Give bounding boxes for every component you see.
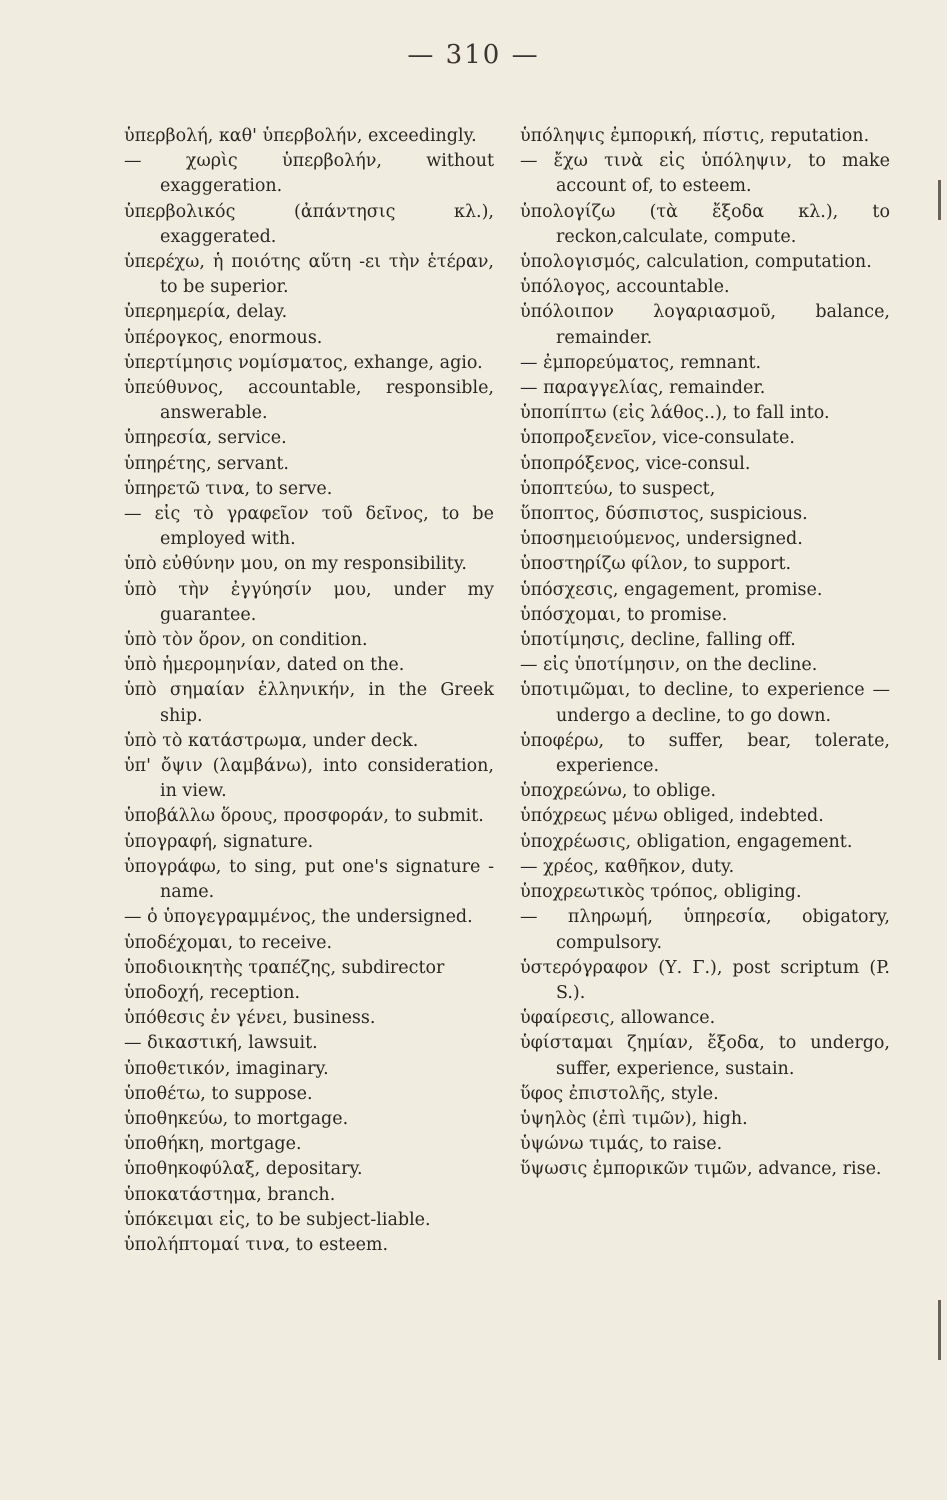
dictionary-entry: ὑπὸ σημαίαν ἑλληνικήν, in the Greek ship. bbox=[124, 680, 494, 726]
dictionary-entry: ὑπὸ ἡμερομηνίαν, dated on the. bbox=[124, 655, 405, 676]
dictionary-entry: ὑποχρέωσις, obligation, engagement. bbox=[520, 831, 853, 852]
dictionary-entry: ὑπὸ τὴν ἐγγύησίν μου, under my guarantee. bbox=[124, 579, 494, 625]
dictionary-entry: ὑπόσχεσις, engagement, promise. bbox=[520, 579, 823, 600]
dictionary-entry: ὑποσημειούμενος, undersigned. bbox=[520, 529, 803, 550]
dictionary-entry: — ἔχω τινὰ εἰς ὑπόληψιν, to make account of, to esteem. bbox=[520, 151, 890, 197]
dictionary-entry: ὑπολήπτομαί τινα, to esteem. bbox=[124, 1234, 389, 1255]
page-edge-mark bbox=[938, 1300, 941, 1360]
dictionary-entry: ὑποπρόξενος, vice-consul. bbox=[520, 453, 751, 474]
dictionary-entry: ὑπηρεσία, service. bbox=[124, 428, 287, 449]
dictionary-entry: ὑπέρογκος, enormous. bbox=[124, 327, 323, 348]
dictionary-entry: ὑποθέτω, to suppose. bbox=[124, 1083, 313, 1104]
right-column bbox=[520, 124, 890, 1183]
dictionary-entry: ὑπηρέτης, servant. bbox=[124, 453, 289, 474]
dictionary-entry: — ὁ ὑπογεγραμμένος, the undersigned. bbox=[124, 907, 473, 928]
dictionary-entry: ὑπόκειμαι εἰς, to be subject-liable. bbox=[124, 1209, 431, 1230]
dictionary-entry: ὑπογραφή, signature. bbox=[124, 831, 314, 852]
left-column bbox=[124, 124, 494, 1258]
dictionary-entry: ὑφίσταμαι ζημίαν, ἔξοδα, to undergo, suffer, experience, sustain. bbox=[520, 1033, 890, 1079]
dictionary-entry: ὑπὸ εὐθύνην μου, on my responsibility. bbox=[124, 554, 467, 575]
dictionary-entry: — ἐμπορεύματος, remnant. bbox=[520, 352, 762, 373]
dictionary-entry: ὑπὸ τὸν ὅρον, on condition. bbox=[124, 630, 368, 651]
dictionary-entry: ὑπόληψις ἐμπορική, πίστις, reputation. bbox=[520, 126, 870, 146]
dictionary-entry: ὑπογράφω, to sing, put one's signature -name. bbox=[124, 856, 494, 903]
dictionary-entry: ὑπεύθυνος, accountable, responsible, answerable. bbox=[124, 378, 494, 424]
dictionary-entry: ὕποπτος, δύσπιστος, suspicious. bbox=[520, 504, 808, 525]
page-edge-mark bbox=[938, 180, 941, 220]
dictionary-entry: ὑποβάλλω ὅρους, προσφοράν, to submit. bbox=[124, 806, 484, 827]
dictionary-entry: ὑποπίπτω (εἰς λάθος..), to fall into. bbox=[520, 403, 830, 424]
dictionary-entry: ὑπερβολή, καθ' ὑπερβολήν, exceedingly. bbox=[124, 126, 477, 146]
dictionary-entry: — δικαστική, lawsuit. bbox=[124, 1033, 318, 1054]
dictionary-entry: ὑποθηκοφύλαξ, depositary. bbox=[124, 1159, 363, 1180]
dictionary-entry: — παραγγελίας, remainder. bbox=[520, 378, 766, 399]
dictionary-entry: ὑποστηρίζω φίλον, to support. bbox=[520, 554, 792, 575]
dictionary-entry: ὑποτίμησις, decline, falling off. bbox=[520, 630, 796, 651]
dictionary-entry: ὑφαίρεσις, allowance. bbox=[520, 1008, 716, 1029]
dictionary-entry: ὑπερημερία, delay. bbox=[124, 302, 288, 323]
dictionary-entry: ὑποθήκη, mortgage. bbox=[124, 1134, 302, 1155]
dictionary-entry: ὑπερβολικός (ἀπάντησις κλ.), exaggerated. bbox=[124, 201, 494, 247]
dictionary-entry: ὑστερόγραφον (Υ. Γ.), post scriptum (P. S.). bbox=[520, 957, 890, 1003]
dictionary-entry: ὑποκατάστημα, branch. bbox=[124, 1184, 336, 1205]
dictionary-entry: ὑπόχρεως μένω obliged, indebted. bbox=[520, 806, 824, 827]
dictionary-entry: ὑπερτίμησις νομίσματος, exhange, agio. bbox=[124, 352, 483, 373]
dictionary-entry: ὕψωσις ἐμπορικῶν τιμῶν, advance, rise. bbox=[520, 1159, 882, 1180]
dictionary-entry: ὑπόθεσις ἐν γένει, business. bbox=[124, 1008, 376, 1029]
dictionary-entry: — χρέος, καθῆκον, duty. bbox=[520, 856, 735, 877]
dictionary-entry: ὑποφέρω, to suffer, bear, tolerate, experience. bbox=[520, 730, 890, 777]
dictionary-entry: — εἰς τὸ γραφεῖον τοῦ δεῖνος, to be employed with. bbox=[124, 504, 494, 550]
dictionary-entry: ὑπόλοιπον λογαριασμοῦ, balance, remainder. bbox=[520, 302, 890, 348]
dictionary-entry: ὕφος ἐπιστολῆς, style. bbox=[520, 1083, 719, 1104]
dictionary-entry: ὑπόλογος, accountable. bbox=[520, 277, 730, 298]
dictionary-entry: — χωρὶς ὑπερβολήν, without exaggeration. bbox=[124, 151, 494, 197]
dictionary-entry: — εἰς ὑποτίμησιν, on the decline. bbox=[520, 655, 818, 676]
dictionary-entry: ὑποχρεωτικὸς τρόπος, obliging. bbox=[520, 882, 802, 903]
dictionary-entry: ὑποθετικόν, imaginary. bbox=[124, 1058, 329, 1079]
dictionary-entry: ὑψώνω τιμάς, to raise. bbox=[520, 1134, 723, 1155]
dictionary-entry: ὑπ' ὄψιν (λαμβάνω), into consideration, in view. bbox=[124, 756, 494, 802]
page-number: — 310 — bbox=[407, 40, 540, 70]
dictionary-entry: ὑπηρετῶ τινα, to serve. bbox=[124, 478, 333, 499]
dictionary-entry: ὑποχρεώνω, to oblige. bbox=[520, 781, 717, 802]
dictionary-entry: ὑπολογισμός, calculation, computation. bbox=[520, 252, 872, 273]
dictionary-entry: ὑπὸ τὸ κατάστρωμα, under deck. bbox=[124, 730, 419, 751]
dictionary-entry: ὑποδέχομαι, to receive. bbox=[124, 932, 333, 953]
dictionary-entry: ὑποπτεύω, to suspect, bbox=[520, 478, 716, 499]
dictionary-entry: ὑψηλὸς (ἐπὶ τιμῶν), high. bbox=[520, 1108, 748, 1129]
dictionary-entry: ὑποτιμῶμαι, to decline, to experience — undergo a decline, to go down. bbox=[520, 680, 890, 726]
dictionary-entry: — πληρωμή, ὑπηρεσία, obigatory, compulsory. bbox=[520, 907, 890, 953]
dictionary-entry: ὑπόσχομαι, to promise. bbox=[520, 604, 728, 625]
dictionary-entry: ὑποθηκεύω, to mortgage. bbox=[124, 1108, 349, 1129]
dictionary-entry: ὑπολογίζω (τὰ ἔξοδα κλ.), to reckon,calculate, compute. bbox=[520, 201, 890, 247]
dictionary-entry: ὑποδοχή, reception. bbox=[124, 982, 301, 1003]
dictionary-entry: ὑποδιοικητὴς τραπέζης, subdirector bbox=[124, 957, 445, 978]
dictionary-entry: ὑποπροξενεῖον, vice-consulate. bbox=[520, 428, 795, 449]
dictionary-entry: ὑπερέχω, ἡ ποιότης αὕτη -ει τὴν ἑτέραν, to be superior. bbox=[124, 252, 494, 298]
